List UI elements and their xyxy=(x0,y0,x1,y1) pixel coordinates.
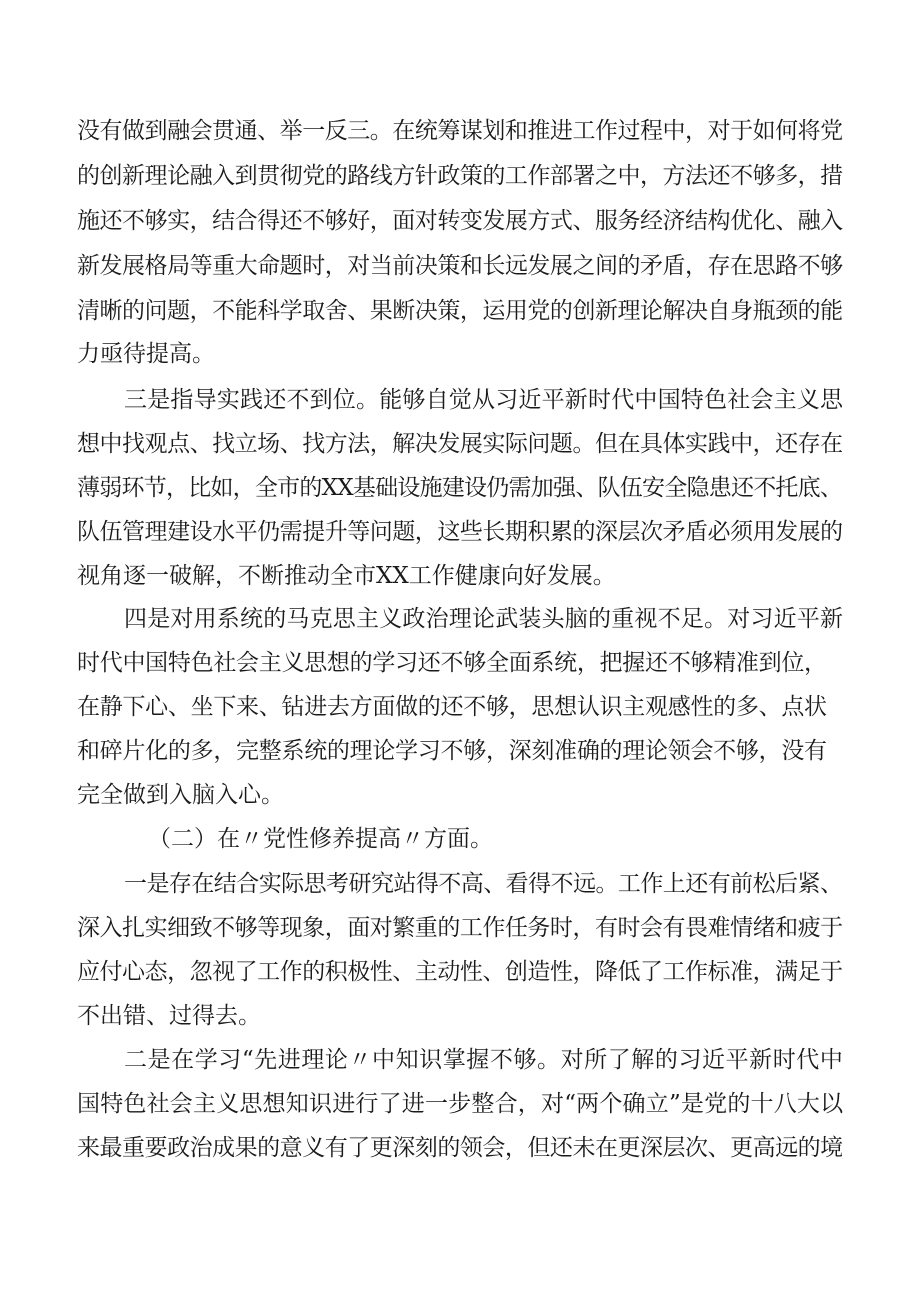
text-line: 薄弱环节，比如，全市的XX基础设施建设仍需加强、队伍安全隐患还不托底、 xyxy=(77,475,843,501)
text-line: 国特色社会主义思想知识进行了进一步整合，对“两个确立”是党的十八大以 xyxy=(77,1091,844,1117)
text-line: 施还不够实，结合得还不够好，面对转变发展方式、服务经济结构优化、融入 xyxy=(77,208,843,234)
text-line: 队伍管理建设水平仍需提升等问题，这些长期积累的深层次矛盾必须用发展的 xyxy=(77,519,843,545)
text-line: 视角逐一破解，不断推动全市XX工作健康向好发展。 xyxy=(77,563,616,589)
text-line: 清晰的问题，不能科学取舍、果断决策，运用党的创新理论解决自身瓶颈的能 xyxy=(77,298,843,324)
text-line: 想中找观点、找立场、找方法，解决发展实际问题。但在具体实践中，还存在 xyxy=(77,431,843,457)
text-line: 深入扎实细致不够等现象，面对繁重的工作任务时，有时会有畏难情绪和疲于 xyxy=(77,915,843,941)
text-line: 的创新理论融入到贯彻党的路线方针政策的工作部署之中，方法还不够多，措 xyxy=(77,163,843,189)
paragraph-first-line: 一是存在结合实际思考研究站得不高、看得不远。工作上还有前松后紧、 xyxy=(124,871,843,897)
text-line: 在静下心、坐下来、钻进去方面做的还不够，思想认识主观感性的多、点状 xyxy=(77,694,827,720)
text-line: 和碎片化的多，完整系统的理论学习不够，深刻准确的理论领会不够，没有 xyxy=(77,738,827,764)
paragraph-first-line: 四是对用系统的马克思主义政治理论武装头脑的重视不足。对习近平新 xyxy=(124,606,844,632)
text-line: 完全做到入脑入心。 xyxy=(77,782,284,808)
text-line: 来最重要政治成果的意义有了更深刻的领会，但还未在更深层次、更高远的境 xyxy=(77,1135,843,1161)
section-heading: （二）在〃党性修养提高〃方面。 xyxy=(148,826,493,852)
text-line: 力亟待提高。 xyxy=(77,341,215,367)
text-line: 不出错、过得去。 xyxy=(77,1003,261,1029)
text-line: 时代中国特色社会主义思想的学习还不够全面系统，把握还不够精准到位， xyxy=(77,650,827,676)
text-line: 应付心态，忽视了工作的积极性、主动性、创造性，降低了工作标准，满足于 xyxy=(77,959,843,985)
paragraph-first-line: 三是指导实践还不到位。能够自觉从习近平新时代中国特色社会主义思 xyxy=(124,387,844,413)
paragraph-first-line: 二是在学习“先进理论〃中知识掌握不够。对所了解的习近平新时代中 xyxy=(124,1047,844,1073)
text-line: 没有做到融会贯通、举一反三。在统筹谋划和推进工作过程中，对于如何将党 xyxy=(77,118,843,144)
text-line: 新发展格局等重大命题时，对当前决策和长远发展之间的矛盾，存在思路不够 xyxy=(77,253,843,279)
